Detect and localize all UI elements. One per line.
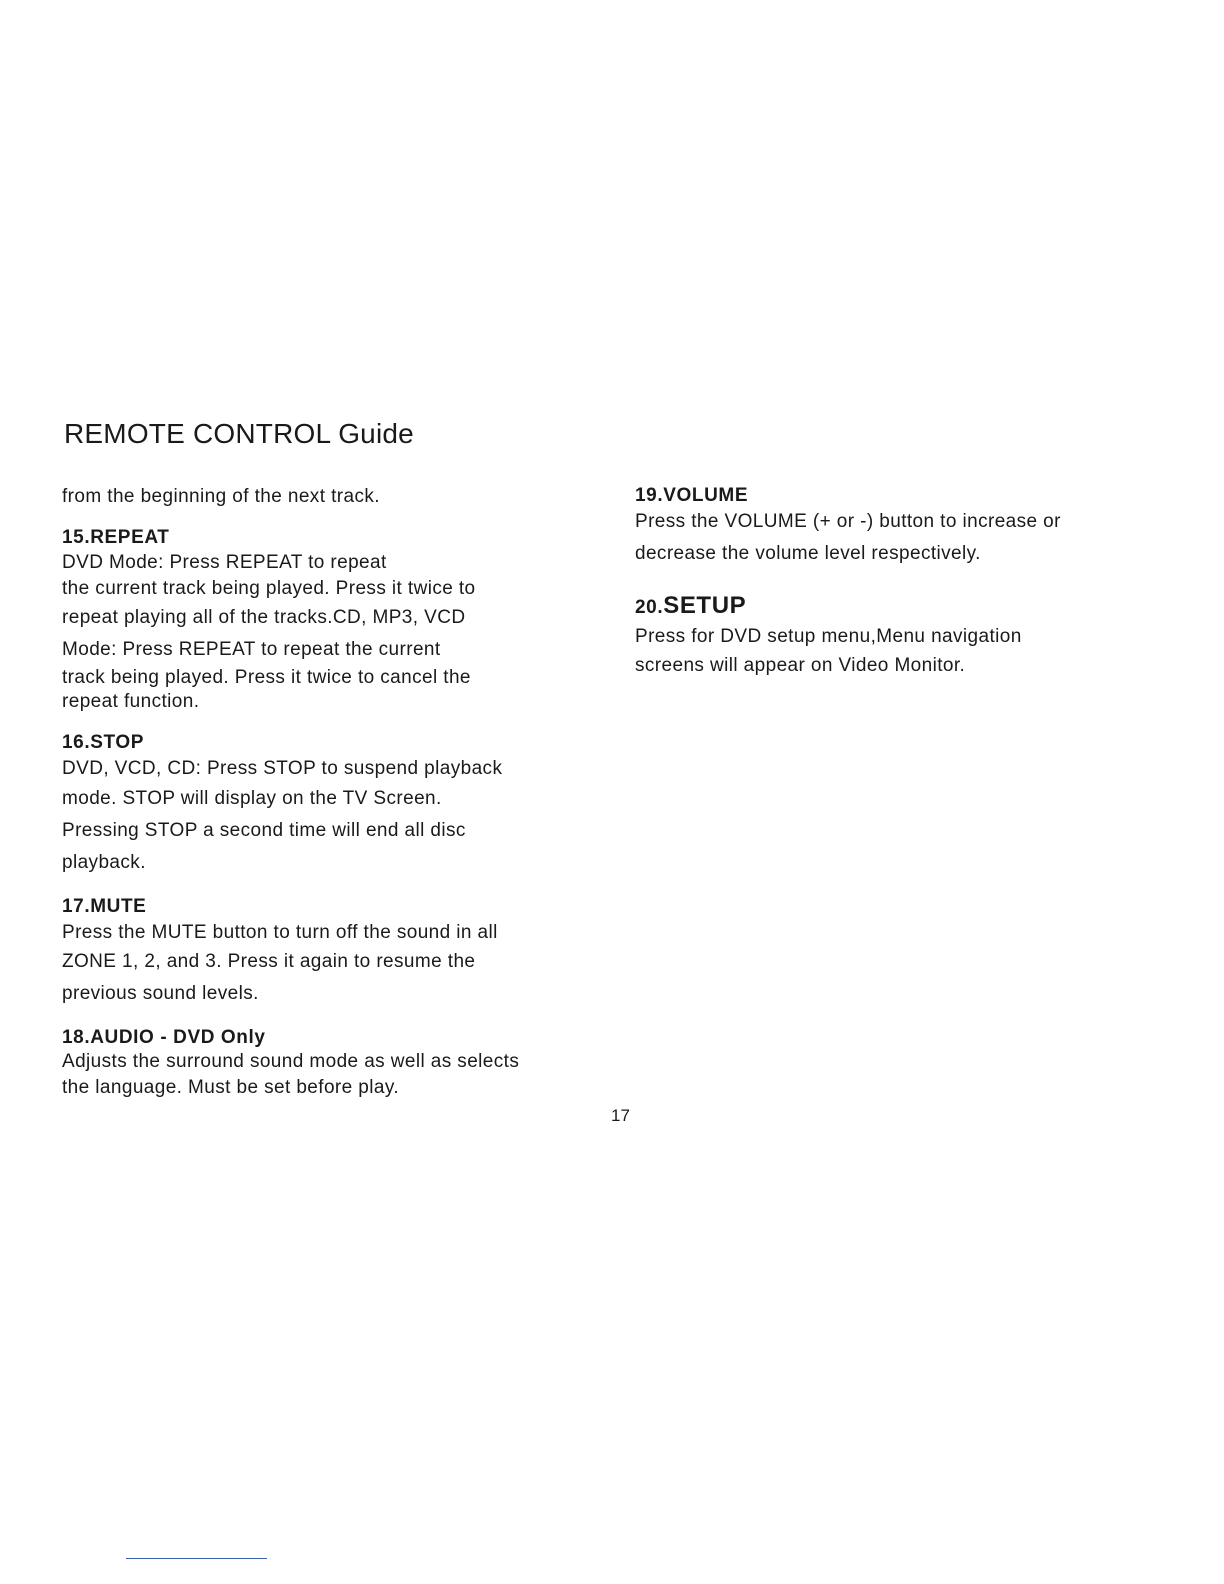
body-line: track being played. Press it twice to cancel the bbox=[62, 667, 471, 688]
body-line: the current track being played. Press it twice to bbox=[62, 578, 476, 599]
body-line: previous sound levels. bbox=[62, 983, 259, 1004]
section-heading-setup bbox=[635, 592, 1135, 622]
page-title: REMOTE CONTROL Guide bbox=[64, 418, 414, 449]
body-line: Press for DVD setup menu,Menu navigation bbox=[635, 626, 1022, 647]
body-line: Pressing STOP a second time will end all disc bbox=[62, 820, 466, 841]
page-number: 17 bbox=[611, 1106, 630, 1125]
body-line: the language. Must be set before play. bbox=[62, 1077, 400, 1098]
section-heading-label: SETUP bbox=[663, 592, 747, 619]
body-line: Mode: Press REPEAT to repeat the current bbox=[62, 639, 441, 660]
section-audio bbox=[62, 1026, 572, 1103]
body-line: screens will appear on Video Monitor. bbox=[635, 655, 966, 676]
right-column bbox=[635, 484, 1135, 696]
body-line: Press the VOLUME (+ or -) button to increase or bbox=[635, 511, 1061, 532]
section-mute bbox=[62, 895, 572, 1010]
body-line: DVD Mode: Press REPEAT to repeat bbox=[62, 552, 387, 573]
section-heading-number: 20. bbox=[635, 597, 664, 618]
section-stop bbox=[62, 731, 572, 879]
section-repeat bbox=[62, 526, 572, 715]
section-volume bbox=[635, 484, 1135, 572]
body-line: DVD, VCD, CD: Press STOP to suspend playback bbox=[62, 758, 503, 779]
body-line: mode. STOP will display on the TV Screen. bbox=[62, 788, 442, 809]
body-line: Press the MUTE button to turn off the sound in all bbox=[62, 922, 498, 943]
body-line: ZONE 1, 2, and 3. Press it again to resume the bbox=[62, 951, 476, 972]
body-line: Adjusts the surround sound mode as well as selects bbox=[62, 1051, 520, 1072]
footer-rule bbox=[126, 1558, 267, 1559]
body-line: repeat function. bbox=[62, 691, 200, 712]
section-setup bbox=[635, 592, 1135, 680]
body-line: decrease the volume level respectively. bbox=[635, 543, 981, 564]
section-heading-volume: 19.VOLUME bbox=[635, 485, 749, 506]
section-heading-audio: 18.AUDIO - DVD Only bbox=[62, 1027, 266, 1048]
body-line: repeat playing all of the tracks.CD, MP3, VCD bbox=[62, 607, 466, 628]
body-line: playback. bbox=[62, 852, 146, 873]
section-heading-mute: 17.MUTE bbox=[62, 896, 147, 917]
continued-text: from the beginning of the next track. bbox=[62, 486, 380, 507]
left-column bbox=[62, 484, 572, 1119]
section-heading-repeat: 15.REPEAT bbox=[62, 527, 170, 548]
section-heading-stop: 16.STOP bbox=[62, 732, 144, 753]
